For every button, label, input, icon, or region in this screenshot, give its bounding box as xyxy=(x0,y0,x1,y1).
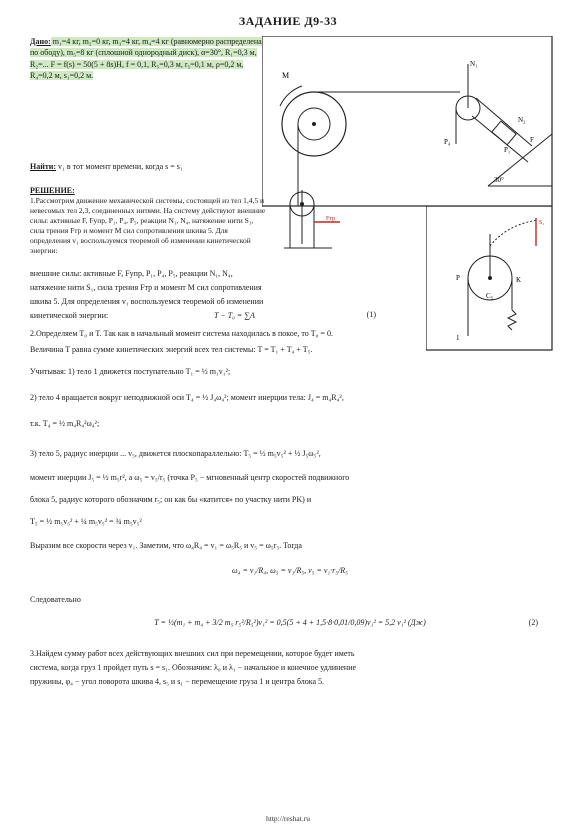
svg-text:M: M xyxy=(282,71,290,80)
svg-text:N₁: N₁ xyxy=(470,60,478,68)
text-line-3: шкива 5. Для определения v₁ воспользуемся теоремой об изменении xyxy=(30,297,264,306)
equation-1: T − T₀ = ∑A xyxy=(214,311,255,320)
text-line-6: Величина T равна сумме кинетических энергий всех тел системы: T = T₁ + T₄ + T₅. xyxy=(30,345,313,354)
text-line-8: 2) тело 4 вращается вокруг неподвижной оси T₄ = ½ J₄ω₄²; момент инерции тела: J₄ = m₄R₄², xyxy=(30,393,344,402)
footer-url: http://reshat.ru xyxy=(266,814,310,823)
equation-1-number: (1) xyxy=(366,310,376,319)
solution-intro: 1.Рассмотрим движение механической системы, состоящей из тел 1,4,5 и невесомых тел 2,3, соединенных нитями. На систему действуют внешние силы: активные F, Fупр, P₁, P₄, P₅, реакции N₁, N₄, натяжение нити S₁, сила трения Fтр и момент M сил сопротивления шкива 5. Для определения v₁ воспользуемся теоремой об изменении кинетической энергии: xyxy=(30,196,266,255)
svg-text:P₁: P₁ xyxy=(504,146,511,154)
text-line-4: кинетической энергии: xyxy=(30,311,109,320)
text-line-5: 2.Определяем T₀ и T. Так как в начальный момент система находилась в покое, то T₀ = 0. xyxy=(30,329,333,338)
text-line-2: натяжение нити S₁, сила трения Fтр и момент M сил сопротивления xyxy=(30,283,262,292)
text-line-16: 3.Найдем сумму работ всех действующих внешних сил при перемещении, которое будет иметь xyxy=(30,649,355,658)
svg-text:F: F xyxy=(530,136,534,144)
text-line-10: 3) тело 5, радиус инерции ... v₅, движется плоскопараллельно: T₅ = ½ m₅v₅² + ½ J₅ω₅², xyxy=(30,449,321,458)
text-line-17: система, когда груз 1 пройдет путь s = s₁. Обозначим: λ₀ и λ₁ − начальное и конечное удлинение xyxy=(30,663,357,672)
text-line-11: момент инерции J₅ = ½ m₅r², а ω₅ = v₅/r₅ (точка P₅ − мгновенный центр скоростей подвижного xyxy=(30,473,350,482)
solution-heading: РЕШЕНИЕ: xyxy=(30,186,75,195)
given-block xyxy=(30,36,262,82)
text-line-7: Учитывая: 1) тело 1 движется поступательно T₁ = ½ m₁v₁²; xyxy=(30,367,231,376)
svg-text:P₄: P₄ xyxy=(444,138,451,146)
svg-text:N₂: N₂ xyxy=(518,116,526,124)
text-line-9: т.к. T₄ = ½ m₄R₄²ω₄²; xyxy=(30,419,100,428)
page-title: ЗАДАНИЕ Д9-33 xyxy=(238,14,338,28)
text-line-15: Следовательно xyxy=(30,595,81,604)
svg-text:30°: 30° xyxy=(494,176,504,184)
given-label: Дано: xyxy=(30,37,51,46)
equation-3: T = ½(m₁ + m₄ + 3/2 m₅ r₅²/R₅²)v₁² = 0,5(5 + 4 + 1,5·8·0,01/0,09)v₁² = 5,2 v₁² (Дж) xyxy=(154,618,426,627)
equation-3-number: (2) xyxy=(528,618,538,627)
given-text: m₁=4 кг, m₂=0 кг, m₃=4 кг, m₄=4 кг (равномерно распределена по ободу), m₅=8 кг (сплошной однородный диск), α=30°, R₁=0,3 м, R₂=... F = f(s) = 50(5 + 8s)Н, f = 0,1, R₅=0,3 м, r₅=0,1 м, ρ=0,2 м, R₄=0,2 м, s₁=0,2 м. xyxy=(30,37,262,81)
text-line-12: блока 5, радиус которого обозначим r₅; он как бы «катится» по участку нити PK) и xyxy=(30,495,312,504)
svg-text:P: P xyxy=(456,274,460,282)
svg-text:K: K xyxy=(516,276,522,284)
equation-2: ω₄ = v₁/R₄, ω₅ = v₁/R₅, v₅ = v₁·r₅/R₅ xyxy=(232,566,348,575)
find-label: Найти: xyxy=(30,162,57,171)
svg-text:C₅: C₅ xyxy=(486,292,494,300)
svg-text:S₁: S₁ xyxy=(539,220,545,226)
svg-text:Fтр: Fтр xyxy=(326,216,336,222)
mechanism-diagram xyxy=(262,36,554,208)
text-line-14: Выразим все скорости через v₁. Заметим, что ω₄R₄ = v₁ = ω₅R₅ и v₅ = ω₅r₅. Тогда xyxy=(30,541,302,550)
find-text: v₁ в тот момент времени, когда s = s₁ xyxy=(56,162,183,171)
pulley-diagram xyxy=(282,184,352,252)
text-line-13: T₅ = ½ m₅v₅² + ¼ m₅v₅² = ¾ m₅v₅² xyxy=(30,517,142,526)
find-block xyxy=(30,161,262,172)
svg-text:1: 1 xyxy=(456,334,460,342)
text-line-1: внешние силы: активные F, Fупр, P₁, P₄, P₅, реакции N₁, N₄, xyxy=(30,269,233,278)
text-line-18: пружины, φ₄ − угол поворота шкива 4, s₅ и s₁ − перемещение груза 1 и центра блока 5. xyxy=(30,677,325,686)
